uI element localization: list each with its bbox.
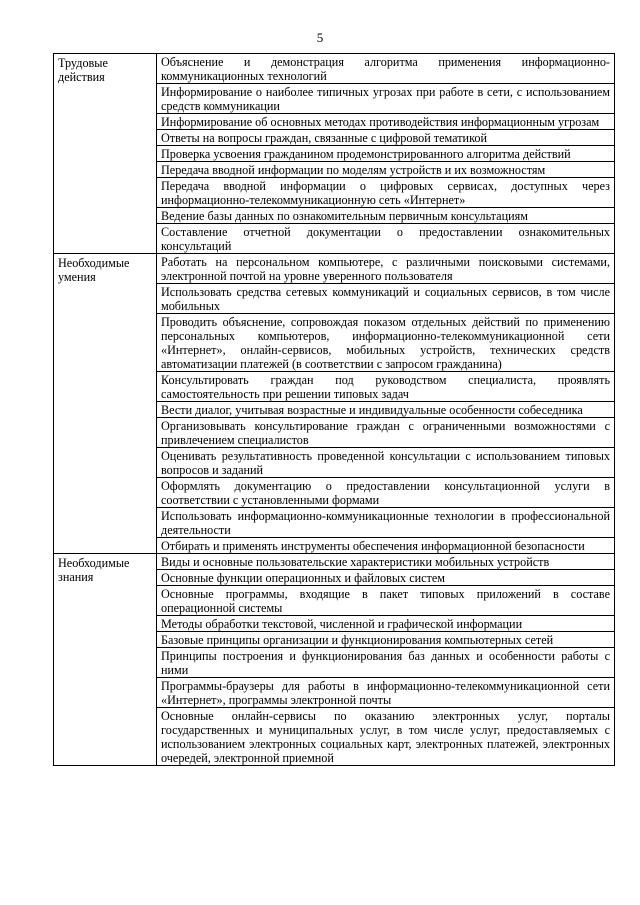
- item-cell: [157, 708, 615, 766]
- item-cell: [157, 178, 615, 208]
- item-cell: [157, 54, 615, 84]
- table-row: [54, 254, 615, 284]
- item-cell: [157, 254, 615, 284]
- item-cell: [157, 632, 615, 648]
- item-text: Организовывать консультирование граждан с ограниченными возможностями с привлечением специалистов: [161, 419, 610, 447]
- item-cell: [157, 284, 615, 314]
- item-cell: [157, 146, 615, 162]
- item-cell: [157, 586, 615, 616]
- item-cell: [157, 208, 615, 224]
- category-label: Необходимые знания: [58, 556, 130, 584]
- table-row: [54, 54, 615, 84]
- category-cell-required-skills: [54, 254, 157, 554]
- item-cell: [157, 508, 615, 538]
- item-text: Передача вводной информации о цифровых сервисах, доступных через информационно-телекоммуникационную сеть «Интернет»: [161, 179, 610, 207]
- table-body: [54, 54, 615, 766]
- item-text: Основные программы, входящие в пакет типовых приложений в составе операционной системы: [161, 587, 610, 615]
- item-text: Базовые принципы организации и функционирования компьютерных сетей: [161, 633, 554, 647]
- item-cell: [157, 538, 615, 554]
- item-cell: [157, 130, 615, 146]
- item-cell: [157, 418, 615, 448]
- item-cell: [157, 478, 615, 508]
- page-number: 5: [316, 30, 324, 45]
- item-text: Составление отчетной документации о предоставлении ознакомительных консультаций: [161, 225, 610, 253]
- item-text: Принципы построения и функционирования баз данных и особенности работы с ними: [161, 649, 610, 677]
- item-text: Ответы на вопросы граждан, связанные с цифровой тематикой: [161, 131, 487, 145]
- category-label: Трудовые действия: [58, 56, 108, 84]
- item-text: Основные функции операционных и файловых систем: [161, 571, 445, 585]
- item-cell: [157, 224, 615, 254]
- category-cell-labor-actions: [54, 54, 157, 254]
- item-text: Вести диалог, учитывая возрастные и индивидуальные особенности собеседника: [161, 403, 583, 417]
- item-text: Передача вводной информации по моделям устройств и их возможностям: [161, 163, 546, 177]
- item-text: Консультировать граждан под руководством специалиста, проявлять самостоятельность при решении типовых задач: [161, 373, 610, 401]
- item-cell: [157, 616, 615, 632]
- item-text: Информирование о наиболее типичных угрозах при работе в сети, с использованием средств коммуникации: [161, 85, 610, 113]
- item-text: Ведение базы данных по ознакомительным первичным консультациям: [161, 209, 528, 223]
- category-cell-required-knowledge: [54, 554, 157, 766]
- item-text: Отбирать и применять инструменты обеспечения информационной безопасности: [161, 539, 585, 553]
- table-row: [54, 554, 615, 570]
- item-text: Проводить объяснение, сопровождая показом отдельных действий по применению персональных компьютеров, информационно-телекоммуникационной сети «Интернет», онлайн-сервисов, мобильных устройств, технических средств автоматизации платежей (в соответствии с запросом гражданина): [161, 315, 610, 371]
- item-text: Использовать средства сетевых коммуникаций и социальных сервисов, в том числе мобильных: [161, 285, 610, 313]
- item-cell: [157, 678, 615, 708]
- item-text: Проверка усвоения гражданином продемонстрированного алгоритма действий: [161, 147, 571, 161]
- item-text: Программы-браузеры для работы в информационно-телекоммуникационной сети «Интернет», программы электронной почты: [161, 679, 610, 707]
- item-text: Работать на персональном компьютере, с различными поисковыми системами, электронной почтой на уровне уверенного пользователя: [161, 255, 610, 283]
- item-text: Использовать информационно-коммуникационные технологии в профессиональной деятельности: [161, 509, 610, 537]
- item-text: Основные онлайн-сервисы по оказанию электронных услуг, порталы государственных и муниципальных услуг, в том числе услуг, предоставляемых с использованием электронных социальных карт, электронных платежей, электронных очередей, электронной приемной: [161, 709, 610, 765]
- item-text: Объяснение и демонстрация алгоритма применения информационно-коммуникационных технологий: [161, 55, 610, 83]
- item-cell: [157, 314, 615, 372]
- item-cell: [157, 648, 615, 678]
- item-cell: [157, 402, 615, 418]
- item-text: Информирование об основных методах противодействия информационным угрозам: [161, 115, 600, 129]
- item-cell: [157, 570, 615, 586]
- item-cell: [157, 448, 615, 478]
- item-cell: [157, 162, 615, 178]
- category-label: Необходимые умения: [58, 256, 130, 284]
- item-cell: [157, 84, 615, 114]
- item-text: Виды и основные пользовательские характеристики мобильных устройств: [161, 555, 550, 569]
- item-text: Методы обработки текстовой, численной и графической информации: [161, 617, 523, 631]
- item-cell: [157, 114, 615, 130]
- item-text: Оформлять документацию о предоставлении консультационной услуги в соответствии с установленными формами: [161, 479, 610, 507]
- competency-table: [53, 53, 615, 766]
- item-cell: [157, 372, 615, 402]
- item-text: Оценивать результативность проведенной консультации с использованием типовых вопросов и заданий: [161, 449, 610, 477]
- item-cell: [157, 554, 615, 570]
